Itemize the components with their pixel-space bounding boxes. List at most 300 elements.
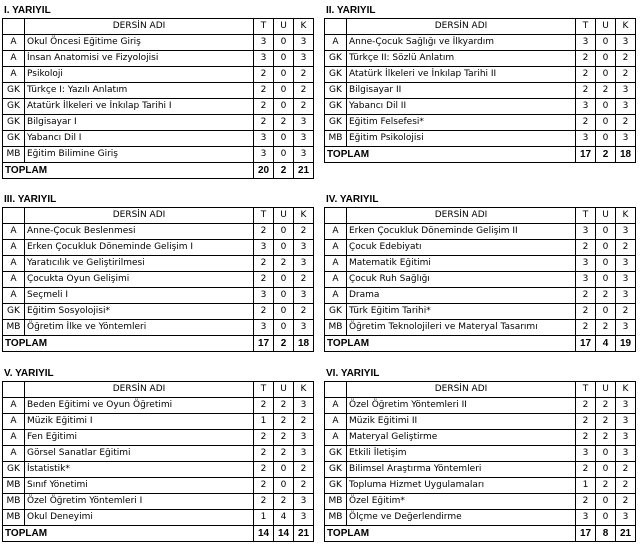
course-type-cell: A — [325, 224, 347, 240]
u-header: U — [596, 208, 616, 224]
t-cell: 3 — [576, 272, 596, 288]
u-cell: 0 — [596, 99, 616, 115]
course-type-cell: A — [3, 67, 25, 83]
k-header: K — [616, 208, 636, 224]
course-name-header: DERSİN ADI — [25, 382, 254, 398]
k-cell: 2 — [294, 99, 314, 115]
course-type-cell: MB — [325, 320, 347, 336]
course-row — [3, 462, 314, 478]
course-name-cell: Psikoloji — [25, 67, 254, 83]
k-cell: 3 — [294, 115, 314, 131]
course-type-cell: MB — [3, 510, 25, 526]
t-cell: 2 — [576, 115, 596, 131]
t-cell: 2 — [576, 304, 596, 320]
course-row — [325, 115, 636, 131]
t-cell: 3 — [576, 224, 596, 240]
course-row — [325, 446, 636, 462]
t-cell: 3 — [254, 320, 274, 336]
course-type-cell: GK — [3, 462, 25, 478]
course-type-cell: A — [325, 398, 347, 414]
course-rows — [325, 35, 636, 147]
course-row — [3, 510, 314, 526]
t-cell: 3 — [254, 51, 274, 67]
total-u: 2 — [274, 336, 294, 352]
total-u: 14 — [274, 526, 294, 542]
u-cell: 2 — [274, 398, 294, 414]
course-type-cell: GK — [325, 462, 347, 478]
t-cell: 2 — [254, 83, 274, 99]
k-cell: 2 — [616, 240, 636, 256]
u-cell: 0 — [274, 478, 294, 494]
total-t: 17 — [576, 336, 596, 352]
course-name-cell: Bilimsel Araştırma Yöntemleri — [347, 462, 576, 478]
u-cell: 0 — [596, 272, 616, 288]
table-header-row — [325, 208, 636, 224]
course-name-cell: Türkçe I: Yazılı Anlatım — [25, 83, 254, 99]
t-cell: 3 — [254, 147, 274, 163]
k-cell: 2 — [616, 67, 636, 83]
total-k: 18 — [294, 336, 314, 352]
u-cell: 2 — [596, 478, 616, 494]
course-name-cell: Çocuk Edebiyatı — [347, 240, 576, 256]
course-name-cell: Beden Eğitimi ve Oyun Öğretimi — [25, 398, 254, 414]
u-cell: 0 — [274, 224, 294, 240]
u-cell: 2 — [596, 288, 616, 304]
course-name-cell: İstatistik* — [25, 462, 254, 478]
u-cell: 0 — [274, 147, 294, 163]
course-name-cell: Etkili İletişim — [347, 446, 576, 462]
course-name-cell: Eğitim Felsefesi* — [347, 115, 576, 131]
t-cell: 1 — [576, 478, 596, 494]
k-cell: 3 — [616, 288, 636, 304]
course-table — [324, 18, 636, 163]
course-name-cell: Türkçe II: Sözlü Anlatım — [347, 51, 576, 67]
total-t: 20 — [254, 163, 274, 179]
course-row — [325, 35, 636, 51]
course-row — [325, 131, 636, 147]
course-name-cell: Atatürk İlkeleri ve İnkılap Tarihi I — [25, 99, 254, 115]
u-cell: 2 — [274, 494, 294, 510]
course-type-cell: A — [325, 272, 347, 288]
course-type-cell: A — [3, 398, 25, 414]
semester-title: IV. YARIYIL — [326, 194, 379, 205]
k-cell: 3 — [616, 99, 636, 115]
course-rows — [325, 224, 636, 336]
u-cell: 0 — [274, 51, 294, 67]
course-type-cell: A — [325, 288, 347, 304]
course-row — [325, 288, 636, 304]
t-cell: 2 — [576, 414, 596, 430]
k-cell: 3 — [294, 131, 314, 147]
total-k: 21 — [616, 526, 636, 542]
type-header-cell — [325, 382, 347, 398]
course-row — [325, 240, 636, 256]
course-row — [325, 304, 636, 320]
u-cell: 2 — [596, 83, 616, 99]
t-header: T — [576, 208, 596, 224]
total-t: 17 — [254, 336, 274, 352]
t-cell: 2 — [576, 67, 596, 83]
t-header: T — [254, 19, 274, 35]
semester-title: VI. YARIYIL — [326, 368, 380, 379]
course-name-cell: Erken Çocukluk Döneminde Gelişim II — [347, 224, 576, 240]
t-cell: 2 — [576, 51, 596, 67]
course-table — [2, 207, 314, 352]
k-cell: 3 — [294, 430, 314, 446]
t-cell: 2 — [576, 320, 596, 336]
course-row — [3, 83, 314, 99]
course-name-cell: Çocukta Oyun Gelişimi — [25, 272, 254, 288]
course-row — [325, 320, 636, 336]
t-cell: 2 — [576, 462, 596, 478]
k-header: K — [616, 382, 636, 398]
k-cell: 3 — [616, 414, 636, 430]
course-name-cell: Bilgisayar II — [347, 83, 576, 99]
course-table — [324, 381, 636, 542]
course-row — [325, 398, 636, 414]
u-cell: 2 — [274, 115, 294, 131]
semester-title: II. YARIYIL — [326, 5, 376, 16]
semester-2 — [324, 4, 636, 163]
k-cell: 3 — [294, 320, 314, 336]
t-cell: 3 — [576, 99, 596, 115]
u-cell: 2 — [274, 414, 294, 430]
course-name-cell: Eğitim Sosyolojisi* — [25, 304, 254, 320]
course-type-cell: GK — [325, 67, 347, 83]
table-header-row — [3, 208, 314, 224]
semester-4 — [324, 193, 636, 352]
t-cell: 3 — [254, 288, 274, 304]
course-type-cell: A — [3, 414, 25, 430]
u-cell: 2 — [274, 256, 294, 272]
t-cell: 3 — [254, 240, 274, 256]
k-cell: 2 — [616, 462, 636, 478]
t-header: T — [576, 382, 596, 398]
course-row — [3, 430, 314, 446]
course-name-cell: Eğitim Psikolojisi — [347, 131, 576, 147]
course-row — [3, 51, 314, 67]
t-cell: 2 — [254, 478, 274, 494]
u-cell: 0 — [274, 35, 294, 51]
k-cell: 2 — [616, 478, 636, 494]
course-type-cell: A — [325, 430, 347, 446]
u-cell: 2 — [596, 414, 616, 430]
u-cell: 0 — [274, 462, 294, 478]
semester-title: V. YARIYIL — [4, 368, 54, 379]
k-cell: 2 — [294, 304, 314, 320]
k-cell: 3 — [616, 272, 636, 288]
u-cell: 2 — [274, 430, 294, 446]
course-type-cell: A — [3, 256, 25, 272]
k-cell: 3 — [294, 446, 314, 462]
course-row — [3, 99, 314, 115]
total-u: 8 — [596, 526, 616, 542]
course-name-cell: Seçmeli I — [25, 288, 254, 304]
u-cell: 2 — [596, 398, 616, 414]
course-type-cell: A — [3, 35, 25, 51]
course-row — [325, 494, 636, 510]
course-row — [325, 510, 636, 526]
k-cell: 3 — [616, 224, 636, 240]
course-type-cell: MB — [3, 478, 25, 494]
k-cell: 2 — [294, 224, 314, 240]
course-name-cell: Çocuk Ruh Sağlığı — [347, 272, 576, 288]
k-header: K — [294, 19, 314, 35]
u-cell: 0 — [274, 99, 294, 115]
course-row — [325, 51, 636, 67]
course-type-cell: MB — [325, 131, 347, 147]
course-row — [325, 478, 636, 494]
course-row — [3, 67, 314, 83]
u-cell: 0 — [274, 240, 294, 256]
semester-title: III. YARIYIL — [4, 194, 57, 205]
type-header-cell — [325, 19, 347, 35]
course-type-cell: MB — [325, 494, 347, 510]
course-name-header: DERSİN ADI — [347, 208, 576, 224]
total-t: 14 — [254, 526, 274, 542]
k-cell: 3 — [294, 510, 314, 526]
course-type-cell: A — [325, 240, 347, 256]
course-type-cell: A — [3, 446, 25, 462]
course-row — [3, 478, 314, 494]
t-cell: 2 — [254, 494, 274, 510]
t-header: T — [576, 19, 596, 35]
u-cell: 0 — [274, 272, 294, 288]
semester-title: I. YARIYIL — [4, 5, 51, 16]
table-header-row — [325, 19, 636, 35]
u-cell: 2 — [596, 320, 616, 336]
semester-1 — [2, 4, 314, 179]
course-name-cell: Eğitim Bilimine Giriş — [25, 147, 254, 163]
course-name-cell: Yaratıcılık ve Geliştirilmesi — [25, 256, 254, 272]
course-type-cell: GK — [3, 304, 25, 320]
t-header: T — [254, 382, 274, 398]
k-cell: 3 — [616, 320, 636, 336]
t-cell: 2 — [254, 256, 274, 272]
total-label: TOPLAM — [3, 526, 254, 542]
course-name-cell: Drama — [347, 288, 576, 304]
t-cell: 2 — [576, 288, 596, 304]
course-type-cell: A — [3, 430, 25, 446]
course-type-cell: MB — [3, 494, 25, 510]
course-row — [3, 414, 314, 430]
u-cell: 0 — [596, 494, 616, 510]
k-cell: 3 — [294, 494, 314, 510]
t-cell: 2 — [254, 398, 274, 414]
t-cell: 1 — [254, 510, 274, 526]
t-cell: 2 — [254, 446, 274, 462]
total-row — [3, 336, 314, 352]
t-cell: 2 — [254, 224, 274, 240]
course-name-cell: Sınıf Yönetimi — [25, 478, 254, 494]
t-cell: 2 — [576, 430, 596, 446]
course-row — [325, 430, 636, 446]
course-rows — [3, 224, 314, 336]
course-type-cell: A — [3, 288, 25, 304]
course-row — [3, 131, 314, 147]
course-row — [325, 224, 636, 240]
type-header-cell — [3, 382, 25, 398]
semester-5 — [2, 367, 314, 542]
u-cell: 0 — [596, 510, 616, 526]
k-cell: 3 — [616, 83, 636, 99]
course-name-cell: Atatürk İlkeleri ve İnkılap Tarihi II — [347, 67, 576, 83]
type-header-cell — [325, 208, 347, 224]
course-type-cell: GK — [325, 51, 347, 67]
course-name-cell: Yabancı Dil I — [25, 131, 254, 147]
t-cell: 3 — [254, 35, 274, 51]
t-cell: 3 — [254, 131, 274, 147]
course-type-cell: A — [325, 414, 347, 430]
t-cell: 3 — [576, 446, 596, 462]
course-row — [3, 115, 314, 131]
course-row — [3, 256, 314, 272]
course-table — [324, 207, 636, 352]
course-name-cell: Topluma Hizmet Uygulamaları — [347, 478, 576, 494]
u-header: U — [596, 382, 616, 398]
course-row — [3, 288, 314, 304]
course-name-cell: Görsel Sanatlar Eğitimi — [25, 446, 254, 462]
type-header-cell — [3, 19, 25, 35]
course-rows — [325, 398, 636, 526]
t-cell: 3 — [576, 35, 596, 51]
t-cell: 3 — [576, 256, 596, 272]
t-cell: 3 — [576, 131, 596, 147]
course-name-cell: Materyal Geliştirme — [347, 430, 576, 446]
course-type-cell: GK — [325, 115, 347, 131]
course-name-cell: Özel Öğretim Yöntemleri I — [25, 494, 254, 510]
course-name-cell: Anne-Çocuk Beslenmesi — [25, 224, 254, 240]
course-row — [3, 398, 314, 414]
k-cell: 3 — [616, 35, 636, 51]
course-type-cell: A — [3, 272, 25, 288]
course-name-cell: Bilgisayar I — [25, 115, 254, 131]
t-cell: 2 — [254, 67, 274, 83]
course-name-cell: Müzik Eğitimi II — [347, 414, 576, 430]
course-name-cell: İnsan Anatomisi ve Fizyolojisi — [25, 51, 254, 67]
course-type-cell: GK — [3, 115, 25, 131]
u-cell: 0 — [596, 115, 616, 131]
u-cell: 2 — [274, 446, 294, 462]
u-header: U — [596, 19, 616, 35]
course-type-cell: GK — [325, 83, 347, 99]
u-cell: 0 — [274, 320, 294, 336]
course-row — [325, 256, 636, 272]
course-table — [2, 18, 314, 179]
u-cell: 0 — [596, 462, 616, 478]
t-cell: 2 — [254, 99, 274, 115]
course-row — [3, 272, 314, 288]
total-label: TOPLAM — [3, 163, 254, 179]
course-type-cell: GK — [325, 304, 347, 320]
t-cell: 2 — [254, 272, 274, 288]
course-name-header: DERSİN ADI — [25, 208, 254, 224]
k-cell: 2 — [294, 414, 314, 430]
course-name-header: DERSİN ADI — [347, 19, 576, 35]
u-cell: 0 — [274, 83, 294, 99]
u-cell: 0 — [596, 256, 616, 272]
k-cell: 3 — [294, 288, 314, 304]
course-row — [325, 99, 636, 115]
t-cell: 2 — [254, 304, 274, 320]
course-name-cell: Matematik Eğitimi — [347, 256, 576, 272]
type-header-cell — [3, 208, 25, 224]
u-cell: 0 — [596, 240, 616, 256]
course-rows — [3, 398, 314, 526]
total-label: TOPLAM — [3, 336, 254, 352]
course-name-cell: Okul Öncesi Eğitime Giriş — [25, 35, 254, 51]
total-row — [3, 163, 314, 179]
course-table — [2, 381, 314, 542]
u-header: U — [274, 19, 294, 35]
course-name-cell: Okul Deneyimi — [25, 510, 254, 526]
k-cell: 2 — [616, 51, 636, 67]
k-cell: 3 — [616, 131, 636, 147]
total-label: TOPLAM — [325, 336, 576, 352]
course-row — [325, 462, 636, 478]
u-cell: 4 — [274, 510, 294, 526]
course-type-cell: A — [325, 35, 347, 51]
k-cell: 2 — [616, 115, 636, 131]
k-cell: 3 — [294, 398, 314, 414]
course-name-cell: Ölçme ve Değerlendirme — [347, 510, 576, 526]
k-cell: 3 — [294, 51, 314, 67]
course-type-cell: A — [3, 224, 25, 240]
u-cell: 0 — [596, 51, 616, 67]
total-row — [325, 336, 636, 352]
total-t: 17 — [576, 526, 596, 542]
course-name-cell: Müzik Eğitimi I — [25, 414, 254, 430]
k-cell: 3 — [294, 256, 314, 272]
total-label: TOPLAM — [325, 526, 576, 542]
k-header: K — [616, 19, 636, 35]
course-row — [325, 414, 636, 430]
course-row — [3, 35, 314, 51]
t-cell: 1 — [254, 414, 274, 430]
k-cell: 3 — [294, 35, 314, 51]
k-cell: 2 — [294, 272, 314, 288]
total-row — [325, 147, 636, 163]
k-cell: 2 — [294, 83, 314, 99]
course-type-cell: GK — [325, 99, 347, 115]
course-row — [3, 240, 314, 256]
total-k: 19 — [616, 336, 636, 352]
course-row — [3, 446, 314, 462]
u-cell: 0 — [596, 35, 616, 51]
k-cell: 3 — [616, 510, 636, 526]
course-type-cell: A — [3, 51, 25, 67]
k-cell: 3 — [616, 398, 636, 414]
k-cell: 2 — [616, 304, 636, 320]
total-t: 17 — [576, 147, 596, 163]
total-u: 4 — [596, 336, 616, 352]
course-type-cell: MB — [3, 147, 25, 163]
t-cell: 2 — [576, 83, 596, 99]
course-type-cell: MB — [325, 510, 347, 526]
course-row — [3, 147, 314, 163]
course-type-cell: GK — [325, 446, 347, 462]
course-type-cell: A — [325, 256, 347, 272]
course-name-cell: Fen Eğitimi — [25, 430, 254, 446]
course-name-cell: Öğretim Teknolojileri ve Materyal Tasarımı — [347, 320, 576, 336]
semester-3 — [2, 193, 314, 352]
t-cell: 2 — [576, 398, 596, 414]
k-cell: 2 — [616, 494, 636, 510]
t-cell: 2 — [576, 494, 596, 510]
course-name-cell: Özel Öğretim Yöntemleri II — [347, 398, 576, 414]
course-name-cell: Erken Çocukluk Döneminde Gelişim I — [25, 240, 254, 256]
course-rows — [3, 35, 314, 163]
